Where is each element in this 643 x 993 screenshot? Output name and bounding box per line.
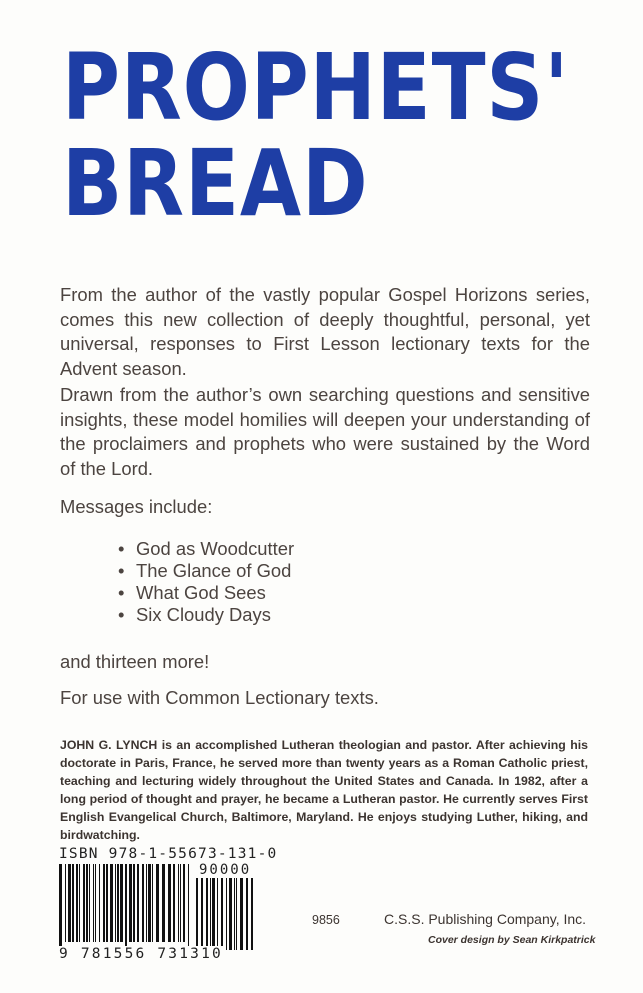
barcode-bar	[93, 864, 94, 942]
barcode-bar	[129, 864, 132, 942]
more-messages-note: and thirteen more!	[60, 651, 210, 672]
bullet-icon: •	[118, 560, 125, 581]
barcode-bar	[246, 878, 248, 950]
messages-intro: Messages include:	[60, 496, 213, 517]
description-paragraph-2: Drawn from the author’s own searching questions and sensitive insights, these model homilies will deepen your understanding of the proclaimers and prophets who were sustained by the Word of the Lord.	[60, 384, 590, 479]
message-title: The Glance of God	[136, 560, 292, 581]
usage-note: For use with Common Lectionary texts.	[60, 687, 379, 708]
list-item	[118, 538, 294, 560]
author-bio: JOHN G. LYNCH is an accomplished Lutheran theologian and pastor. After achieving his doctorate in Paris, France, he served more than twenty years as a Roman Catholic priest, teaching and lecturing widely throughout the United States and Canada. In 1982, after a long period of thought and prayer, he became a Lutheran pastor. He currently serves First English Evangelical Church, Baltimore, Maryland. He enjoys studying Luther, hiking, and birdwatching.	[60, 738, 588, 842]
barcode-icon	[59, 864, 191, 950]
bullet-icon: •	[118, 604, 125, 625]
barcode-bar	[99, 864, 100, 942]
barcode-bar	[180, 864, 181, 942]
barcode-bar	[148, 864, 151, 942]
barcode-bar	[183, 864, 185, 942]
bullet-icon: •	[118, 582, 125, 603]
publisher-name: C.S.S. Publishing Company, Inc.	[384, 911, 587, 927]
message-title: Six Cloudy Days	[136, 604, 271, 625]
barcode-digits: 9 781556 731310	[59, 946, 223, 962]
barcode-bar	[115, 864, 116, 942]
messages-list	[118, 538, 294, 626]
barcode-bar	[188, 864, 189, 950]
barcode-addon-number: 90000	[199, 862, 252, 878]
barcode-bar	[76, 864, 78, 942]
book-title-line-1: PROPHETS'	[62, 34, 570, 141]
barcode-bar	[146, 864, 147, 942]
book-title-line-2: BREAD	[62, 130, 369, 237]
list-item	[118, 582, 294, 604]
barcode-bar	[142, 864, 144, 942]
barcode-bar	[236, 878, 237, 950]
barcode-bar	[196, 878, 198, 950]
barcode-bar	[178, 864, 179, 942]
barcode-bar	[125, 864, 127, 950]
barcode-bar	[240, 878, 243, 950]
barcode-bar	[201, 878, 203, 950]
barcode-bar	[226, 878, 227, 950]
barcode-bar	[168, 864, 171, 942]
isbn-label: ISBN 978-1-55673-131-0	[59, 846, 278, 862]
barcode-bar	[217, 878, 218, 950]
cover-credit: Cover design by Sean Kirkpatrick	[428, 934, 596, 946]
barcode-bar	[137, 864, 139, 942]
description-paragraph-1: From the author of the vastly popular Gospel Horizons series, comes this new collection of deeply thoughtful, personal, yet universal, responses to First Lesson lectionary texts for the Advent season.	[60, 284, 590, 379]
product-code: 9856	[312, 913, 340, 927]
barcode-bar	[103, 864, 105, 942]
barcode-bar	[89, 864, 90, 942]
message-title: God as Woodcutter	[136, 538, 295, 559]
message-title: What God Sees	[136, 582, 266, 603]
barcode-bar	[68, 864, 71, 942]
barcode-bar	[117, 864, 119, 942]
list-item	[118, 560, 294, 582]
barcode-bar	[133, 864, 135, 942]
barcode-bar	[79, 864, 80, 942]
barcode-bar	[229, 878, 232, 950]
barcode-bar	[212, 878, 215, 950]
list-item	[118, 604, 294, 626]
barcode-bar	[106, 864, 108, 942]
barcode-bar	[59, 864, 62, 950]
barcode-addon-icon	[196, 878, 254, 950]
barcode-bar	[206, 878, 208, 950]
barcode-bar	[173, 864, 175, 942]
barcode-bar	[221, 878, 223, 950]
barcode-bar	[251, 878, 253, 950]
barcode-bar	[110, 864, 113, 942]
barcode-bar	[86, 864, 88, 942]
barcode-bar	[162, 864, 165, 942]
barcode-bar	[234, 878, 235, 950]
bullet-icon: •	[118, 538, 125, 559]
barcode-bar	[156, 864, 159, 942]
barcode-bar	[65, 864, 66, 942]
barcode-bar	[95, 864, 96, 942]
barcode-bar	[72, 864, 74, 942]
barcode-bar	[83, 864, 85, 942]
barcode-bar	[120, 864, 123, 942]
barcode-bar	[210, 878, 211, 950]
barcode-bar	[152, 864, 153, 942]
